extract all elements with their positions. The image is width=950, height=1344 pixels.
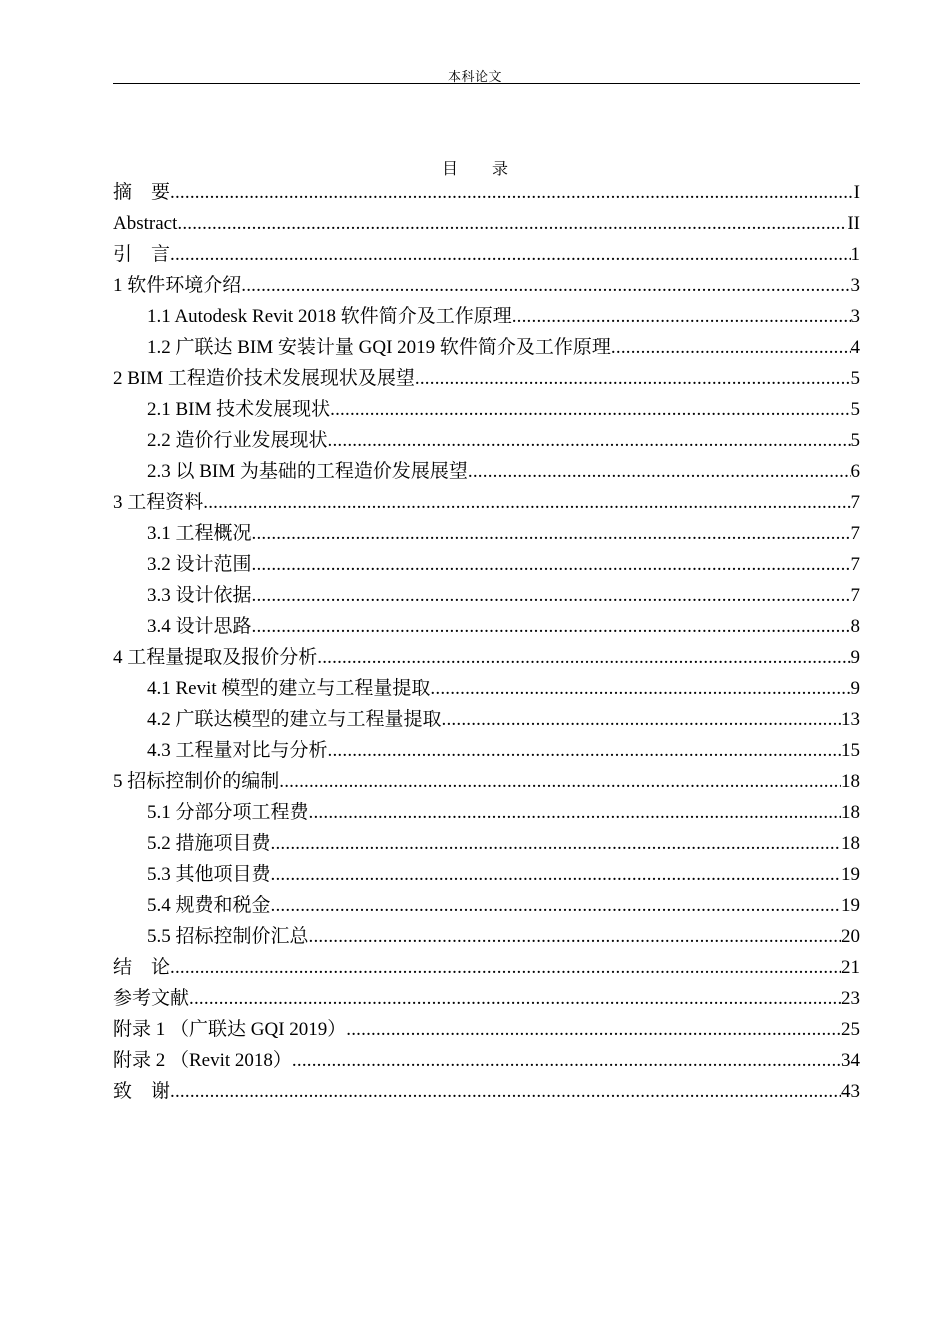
toc-entry-page: 20 [841,926,860,947]
toc-leader-dots [271,890,841,921]
toc-entry[interactable] [113,735,860,766]
toc-entry-label: 3.4 设计思路 [147,616,252,637]
toc-entry[interactable] [113,704,860,735]
toc-entry[interactable] [113,580,860,611]
toc-entry-label: 3.1 工程概况 [147,523,252,544]
toc-entry-label: 5.5 招标控制价汇总 [147,926,309,947]
toc-leader-dots [346,1014,841,1045]
toc-entry-page: 13 [841,709,860,730]
toc-entry-page: 5 [850,430,860,451]
toc-entry[interactable] [113,394,860,425]
toc-entry-page: 23 [841,988,860,1009]
toc-leader-dots [271,828,841,859]
toc-entry-page: 6 [850,461,860,482]
toc-entry-label: 2.1 BIM 技术发展现状 [147,399,331,420]
toc-title-right: 录 [492,161,509,178]
toc-entry-page: 21 [841,957,860,978]
toc-entry[interactable] [113,177,860,208]
toc-entry-label: 致 谢 [113,1081,171,1102]
toc-leader-dots [309,921,841,952]
toc-leader-dots [170,1076,841,1107]
toc-leader-dots [241,270,850,301]
toc-entry[interactable] [113,766,860,797]
toc-entry-page: 3 [850,306,860,327]
toc-entry-label: 1 软件环境介绍 [113,275,242,296]
toc-leader-dots [328,425,851,456]
toc-leader-dots [252,611,851,642]
toc-entry-label: 附录 2 （Revit 2018） [113,1050,292,1071]
toc-leader-dots [309,797,841,828]
toc-entry-page: 3 [850,275,860,296]
toc-entry-page: 9 [850,678,860,699]
toc-entry-label: 4.1 Revit 模型的建立与工程量提取 [147,678,431,699]
toc-leader-dots [317,642,850,673]
toc-entry-page: 1 [850,244,860,265]
toc-entry-label: 3 工程资料 [113,492,204,513]
toc-entry-label: 5.2 措施项目费 [147,833,271,854]
toc-entry-page: 34 [841,1050,860,1071]
toc-entry-label: 参考文献 [113,988,190,1009]
toc-entry[interactable] [113,611,860,642]
toc-entry-label: 摘 要 [113,182,171,203]
toc-leader-dots [328,735,841,766]
toc-leader-dots [611,332,851,363]
toc-entry-page: 5 [850,368,860,389]
toc-entry-page: 7 [850,492,860,513]
toc-entry-label: 引 言 [113,244,171,265]
toc-entry-label: 5.4 规费和税金 [147,895,271,916]
toc-entry-label: 5.3 其他项目费 [147,864,271,885]
toc-entry-label: 4 工程量提取及报价分析 [113,647,318,668]
header-rule [113,83,860,84]
toc-entry-page: 7 [850,585,860,606]
toc-leader-dots [279,766,841,797]
toc-entry-page: 19 [841,895,860,916]
toc-title-left: 目 [441,161,458,178]
toc-entry[interactable] [113,208,860,239]
toc-entry-label: 1.1 Autodesk Revit 2018 软件简介及工作原理 [147,306,512,327]
toc-entry-label: 4.2 广联达模型的建立与工程量提取 [147,709,442,730]
toc-entry-page: 9 [850,647,860,668]
toc-entry-page: 25 [841,1019,860,1040]
toc-entry-page: 7 [850,523,860,544]
toc-entry[interactable] [113,983,860,1014]
toc-entry[interactable] [113,828,860,859]
toc-entry[interactable] [113,487,860,518]
toc-entry[interactable] [113,921,860,952]
toc-leader-dots [252,518,851,549]
toc-entry-label: 3.2 设计范围 [147,554,252,575]
toc-leader-dots [203,487,850,518]
toc-entry[interactable] [113,859,860,890]
toc-entry[interactable] [113,642,860,673]
toc-leader-dots [170,239,850,270]
toc-entry-label: 4.3 工程量对比与分析 [147,740,328,761]
toc-leader-dots [292,1045,841,1076]
toc-leader-dots [177,208,847,239]
toc-entry-page: I [853,182,860,203]
toc-entry[interactable] [113,1076,860,1107]
toc-entry[interactable] [113,890,860,921]
toc-leader-dots [252,549,851,580]
toc-leader-dots [170,177,854,208]
toc-entry[interactable] [113,425,860,456]
toc-entry[interactable] [113,673,860,704]
toc-entry-label: 2 BIM 工程造价技术发展现状及展望 [113,368,415,389]
toc-leader-dots [442,704,841,735]
toc-entry-page: 8 [850,616,860,637]
toc-leader-dots [415,363,851,394]
toc-entry-page: 18 [841,771,860,792]
table-of-contents [113,177,860,1107]
toc-entry[interactable] [113,1014,860,1045]
toc-entry-page: 5 [850,399,860,420]
toc-leader-dots [468,456,851,487]
toc-entry-page: 19 [841,864,860,885]
toc-entry-page: 18 [841,802,860,823]
toc-entry-label: 5.1 分部分项工程费 [147,802,309,823]
toc-entry-label: Abstract [113,213,178,234]
toc-entry[interactable] [113,456,860,487]
toc-entry-label: 5 招标控制价的编制 [113,771,280,792]
toc-leader-dots [512,301,851,332]
toc-leader-dots [170,952,841,983]
toc-leader-dots [430,673,850,704]
toc-entry-page: 15 [841,740,860,761]
toc-leader-dots [189,983,841,1014]
running-header: 本科论文 [447,69,502,84]
toc-entry-label: 1.2 广联达 BIM 安装计量 GQI 2019 软件简介及工作原理 [147,337,611,358]
toc-entry[interactable] [113,363,860,394]
toc-leader-dots [271,859,841,890]
toc-entry-label: 2.3 以 BIM 为基础的工程造价发展展望 [147,461,468,482]
toc-entry[interactable] [113,518,860,549]
toc-entry[interactable] [113,1045,860,1076]
toc-entry-page: 7 [850,554,860,575]
toc-entry[interactable] [113,797,860,828]
toc-entry-page: 18 [841,833,860,854]
toc-entry-page: II [847,213,860,234]
toc-entry-page: 4 [850,337,860,358]
toc-entry[interactable] [113,332,860,363]
toc-entry[interactable] [113,301,860,332]
toc-entry-label: 2.2 造价行业发展现状 [147,430,328,451]
toc-entry[interactable] [113,239,860,270]
toc-entry[interactable] [113,549,860,580]
toc-entry-label: 3.3 设计依据 [147,585,252,606]
toc-leader-dots [252,580,851,611]
toc-leader-dots [330,394,850,425]
toc-title [0,156,950,179]
toc-entry-page: 43 [841,1081,860,1102]
toc-entry-label: 附录 1 （广联达 GQI 2019） [113,1019,347,1040]
toc-entry-label: 结 论 [113,957,171,978]
toc-entry[interactable] [113,952,860,983]
toc-entry[interactable] [113,270,860,301]
